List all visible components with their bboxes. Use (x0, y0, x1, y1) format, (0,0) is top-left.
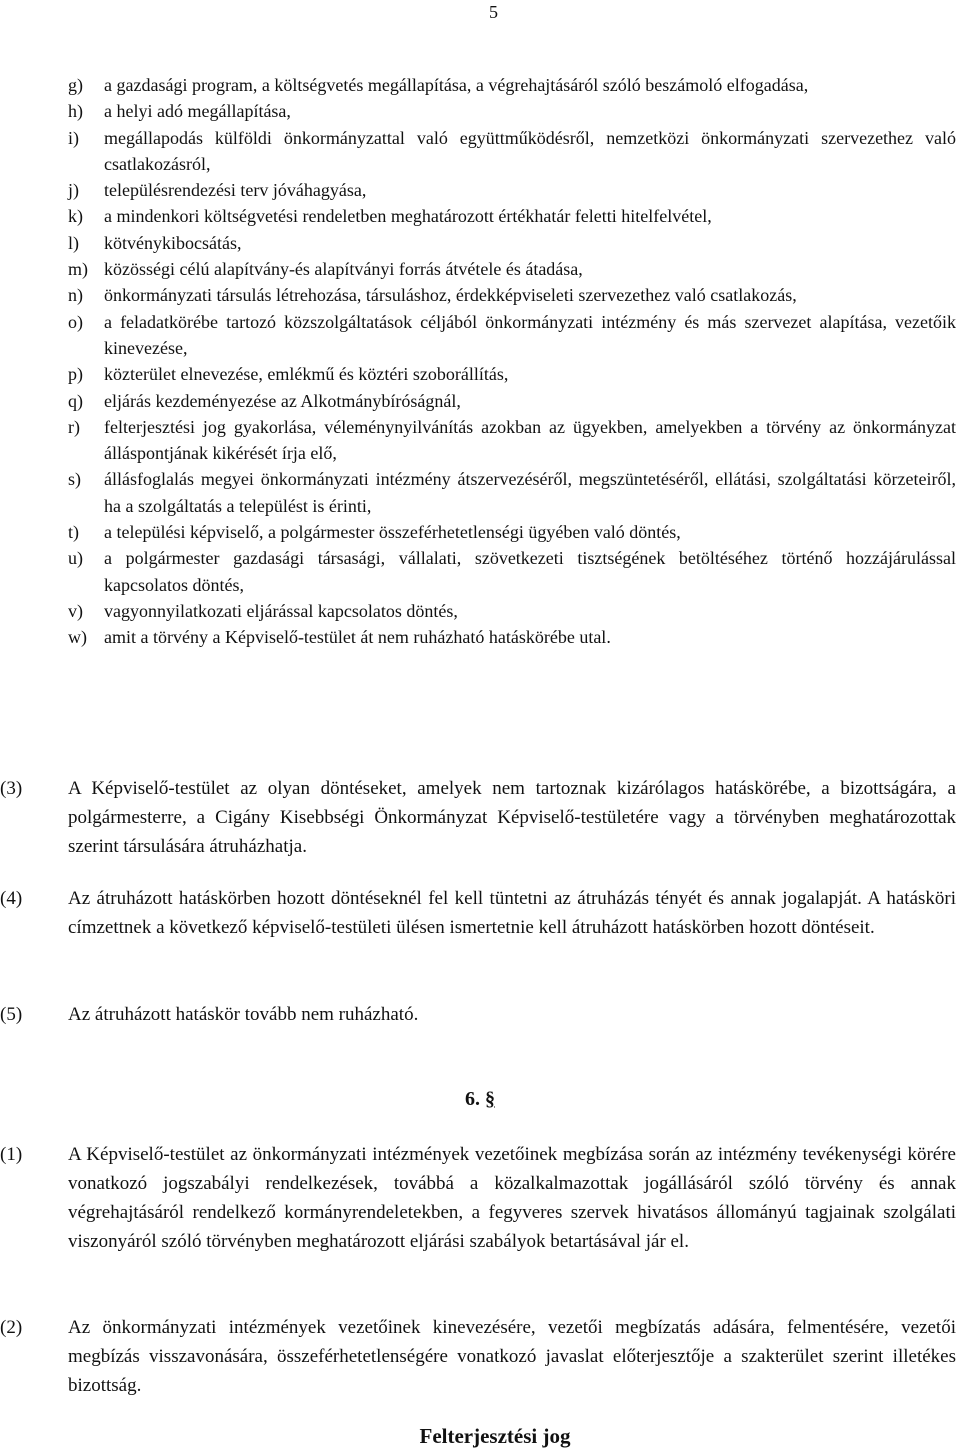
list-item-t (68, 519, 956, 545)
list-item-text: önkormányzati társulás létrehozása, társuláshoz, érdekképviseleti szervezethez való csatlakozás, (104, 285, 797, 306)
list-item-text: a mindenkori költségvetési rendeletben meghatározott értékhatár feletti hitelfelvétel, (104, 206, 712, 227)
list-item-label: m) (68, 259, 88, 280)
list-item-text: a polgármester gazdasági társasági, vállalati, szövetkezeti tisztségének betöltéséhez történő hozzájárulással kapcsolatos döntés, (104, 548, 956, 595)
paragraph-5 (0, 1000, 956, 1029)
list-item-label: n) (68, 285, 83, 306)
paragraph-number: (2) (0, 1317, 23, 1338)
list-item-n (68, 282, 956, 308)
list-item-p (68, 361, 956, 387)
list-item-label: r) (68, 416, 80, 437)
list-item-v (68, 598, 956, 624)
list-item-label: u) (68, 548, 83, 569)
list-item-text: a feladatkörébe tartozó közszolgáltatások céljából önkormányzati intézmény és más szervezet alapítása, vezetőik kinevezése, (104, 311, 956, 358)
paragraph-text: Az önkormányzati intézmények vezetőinek kinevezésére, vezetői megbízatás adására, felmentésére, vezetői megbízás visszavonására, összeférhetetlenségére vonatkozó javaslat előterjesztője a szakterület szerint illetékes bizottság. (68, 1317, 956, 1396)
list-item-label: h) (68, 101, 83, 122)
list-item-label: t) (68, 522, 79, 543)
section-sign: § (485, 1088, 495, 1110)
paragraph-3 (0, 774, 956, 861)
list-item-r (68, 414, 956, 467)
list-item-text: településrendezési terv jóváhagyása, (104, 180, 367, 201)
paragraph-number: (5) (0, 1004, 23, 1025)
list-item-m (68, 256, 956, 282)
list-item-text: a települési képviselő, a polgármester összeférhetetlenségi ügyében való döntés, (104, 522, 681, 543)
list-item-text: közterület elnevezése, emlékmű és köztéri szoborállítás, (104, 364, 509, 385)
list-item-text: amit a törvény a Képviselő-testület át nem ruházható hatáskörébe utal. (104, 627, 611, 648)
paragraph-number: (3) (0, 778, 23, 799)
list-item-i (68, 125, 956, 178)
list-item-l (68, 230, 956, 256)
paragraph-4 (0, 884, 956, 942)
list-item-g (68, 72, 956, 98)
paragraph-text: A Képviselő-testület az önkormányzati intézmények vezetőinek megbízása során az intézmény tevékenységi körére vonatkozó jogszabályi rendelkezések, továbbá a közalkalmazottak jogállásáról szóló törvény és annak végrehajtásáról rendelkező kormányrendeletekben, a fegyveres szervek hivatásos állományú tagjainak szolgálati viszonyáról szóló törvényben meghatározott eljárási szabályok betartásával jár el. (68, 1144, 956, 1252)
list-item-label: p) (68, 364, 83, 385)
list-item-u (68, 545, 956, 598)
list-item-j (68, 177, 956, 203)
enumerated-list (68, 72, 956, 651)
list-item-label: o) (68, 311, 83, 332)
section-heading (0, 1088, 960, 1111)
list-item-text: felterjesztési jog gyakorlása, véleménynyilvánítás azokban az ügyekben, amelyekben a törvény az önkormányzat álláspontjának kikérését írja elő, (104, 416, 956, 464)
list-item-s (68, 466, 956, 519)
list-item-label: s) (68, 469, 81, 490)
section-title: Felterjesztési jog (419, 1424, 571, 1448)
list-item-text: állásfoglalás megyei önkormányzati intézmény átszervezéséről, megszüntetéséről, ellátási, szolgáltatási körzeteiről, ha a szolgáltatás a települést is érinti, (104, 469, 956, 516)
list-item-text: vagyonnyilatkozati eljárással kapcsolatos döntés, (104, 600, 458, 621)
list-item-label: k) (68, 206, 83, 227)
list-item-text: közösségi célú alapítvány-és alapítványi forrás átvétele és átadása, (104, 259, 583, 280)
paragraph-text: Az átruházott hatáskör tovább nem ruházható. (68, 1004, 419, 1025)
list-item-text: a helyi adó megállapítása, (104, 101, 291, 122)
section-number: 6. (465, 1088, 480, 1110)
list-item-k (68, 203, 956, 229)
list-item-label: g) (68, 75, 83, 95)
page-number: 5 (489, 2, 498, 22)
paragraph-text: A Képviselő-testület az olyan döntéseket, amelyek nem tartoznak kizárólagos hatáskörébe, a bizottságára, a polgármesterre, a Cigány Kisebbségi Önkormányzat Képviselő-testületére vagy a törvényben meghatározottak szerint társulására átruházhatja. (68, 778, 956, 857)
list-item-text: a gazdasági program, a költségvetés megállapítása, a végrehajtásáról szóló beszámoló elfogadása, (104, 75, 809, 95)
list-item-label: j) (68, 180, 79, 201)
paragraph-2 (0, 1313, 956, 1400)
list-item-label: i) (68, 127, 79, 148)
list-item-text: kötvénykibocsátás, (104, 232, 242, 253)
list-item-q (68, 388, 956, 414)
list-item-label: v) (68, 600, 83, 621)
list-item-o (68, 309, 956, 362)
list-item-w (68, 624, 956, 650)
paragraph-number: (1) (0, 1144, 23, 1165)
list-item-label: l) (68, 232, 79, 253)
paragraph-number: (4) (0, 888, 23, 909)
paragraph-text: Az átruházott hatáskörben hozott döntéseknél fel kell tüntetni az átruházás tényét és annak jogalapját. A hatásköri címzettnek a következő képviselő-testületi ülésen ismertetnie kell átruházott hatáskörben hozott döntéseit. (68, 888, 956, 938)
list-item-label: w) (68, 627, 87, 648)
list-item-h (68, 98, 956, 124)
list-item-text: megállapodás külföldi önkormányzattal való együttműködésről, nemzetközi önkormányzati szervezethez való csatlakozásról, (104, 127, 956, 174)
paragraph-1 (0, 1140, 956, 1256)
list-item-label: q) (68, 390, 83, 411)
list-item-text: eljárás kezdeményezése az Alkotmánybíróságnál, (104, 390, 461, 411)
